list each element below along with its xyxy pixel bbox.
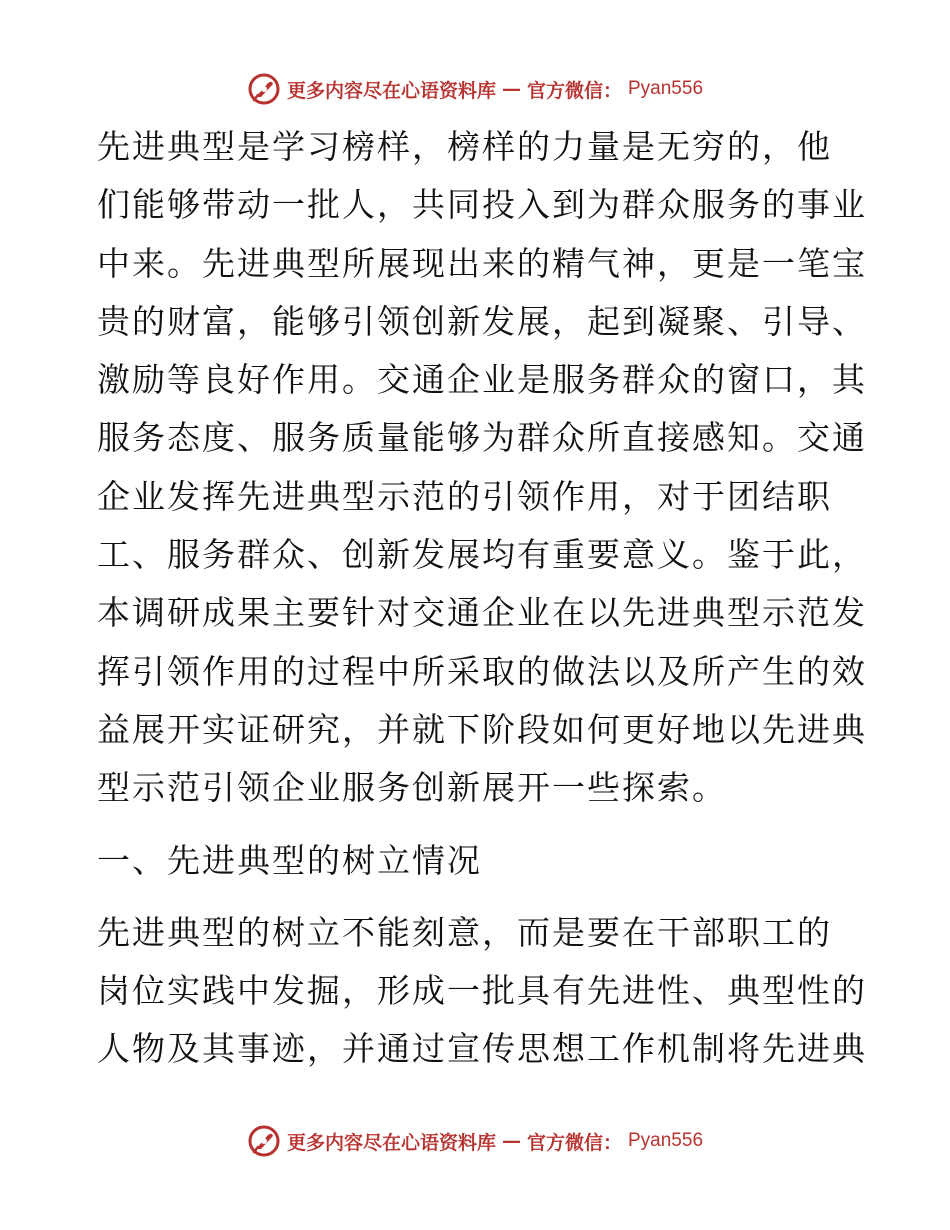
text-line: 们能够带动一批人，共同投入到为群众服务的事业 [97,185,867,225]
text-line: 服务态度、服务质量能够为群众所直接感知。交通 [97,418,867,458]
section-heading: 一、先进典型的树立情况 [97,840,482,880]
header-banner [0,72,950,106]
text-line: 贵的财富，能够引领创新发展，起到凝聚、引导、 [97,301,867,341]
text-line: 中来。先进典型所展现出来的精气神，更是一笔宝 [97,243,867,283]
quill-pen-logo-icon [247,1124,281,1158]
text-line: 岗位实践中发掘，形成一批具有先进性、典型性的 [97,971,867,1011]
banner-contact-label: 官方微信： [526,1131,622,1154]
text-line: 先进典型是学习榜样，榜样的力量是无穷的，他 [97,127,832,166]
text-line: 挥引领作用的过程中所采取的做法以及所产生的效 [97,651,867,691]
banner-main-text: 更多内容尽在心语资料库 [286,1131,496,1154]
text-line: 先进典型的树立不能刻意，而是要在干部职工的 [97,912,832,952]
footer-banner [0,1124,950,1158]
banner-contact-label: 官方微信： [526,79,622,102]
text-line: 工、服务群众、创新发展均有重要意义。鉴于此， [97,535,867,575]
banner-dash: — [501,78,521,100]
text-line: 企业发挥先进典型示范的引领作用，对于团结职 [97,476,832,516]
paragraph-1 [97,118,867,818]
banner-contact-id: Pyan556 [628,1130,704,1151]
text-line: 人物及其事迹，并通过宣传思想工作机制将先进典 [97,1029,867,1069]
text-line: 益展开实证研究，并就下阶段如何更好地以先进典 [97,709,867,749]
banner-contact-id: Pyan556 [628,78,704,99]
text-line: 型示范引领企业服务创新展开一些探索。 [97,768,727,808]
quill-pen-logo-icon [247,72,281,106]
document-body [97,118,867,1079]
banner-main-text: 更多内容尽在心语资料库 [286,79,496,102]
paragraph-2 [97,904,867,1079]
banner-dash: — [501,1130,521,1152]
text-line: 激励等良好作用。交通企业是服务群众的窗口，其 [97,360,867,400]
text-line: 本调研成果主要针对交通企业在以先进典型示范发 [97,593,867,633]
